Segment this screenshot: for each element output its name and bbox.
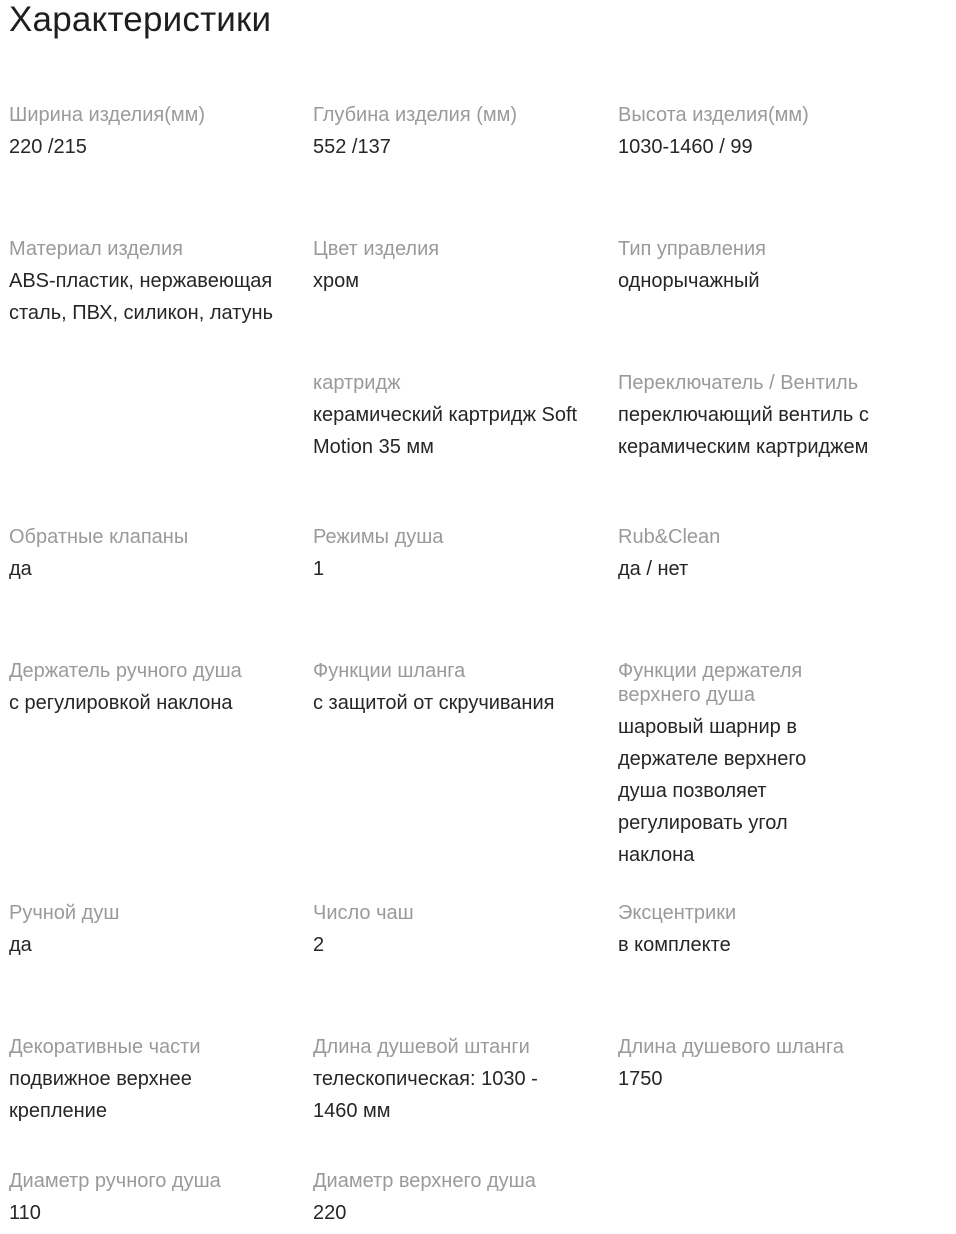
spec-label: Тип управления [618,238,766,260]
spec-depth [313,103,603,163]
spec-switch-valve [618,371,893,463]
spec-label: Эксцентрики [618,902,737,924]
spec-eccentrics [618,901,918,961]
spec-value: да / нет [618,558,689,580]
spec-value: хром [313,270,359,292]
spec-label: Ширина изделия(мм) [9,104,206,126]
spec-value: 2 [313,934,325,956]
spec-shower-modes [313,525,603,585]
spec-value: керамический картридж Soft Motion 35 мм [313,404,578,458]
spec-value: 110 [9,1202,41,1224]
spec-value: в комплекте [618,934,731,956]
spec-label: Rub&Clean [618,526,721,548]
spec-bowl-count [313,901,603,961]
spec-label: Длина душевого шланга [618,1036,844,1058]
spec-label: Ручной душ [9,902,120,924]
spec-label: Материал изделия [9,238,183,260]
spec-color [313,237,603,297]
spec-value: да [9,934,32,956]
spec-material [9,237,289,329]
spec-label: Режимы душа [313,526,444,548]
spec-label: Держатель ручного душа [9,660,242,682]
spec-label: Цвет изделия [313,238,440,260]
spec-label: Декоративные части [9,1036,201,1058]
spec-value: шаровый шарнир в держателе верхнего душа позволяет регулировать угол наклона [618,716,807,866]
spec-label: картридж [313,372,401,394]
spec-value: 220 /215 [9,136,87,158]
spec-value: подвижное верхнее крепление [9,1068,192,1122]
spec-value: однорычажный [618,270,760,292]
spec-value: с регулировкой наклона [9,692,233,714]
spec-overhead-shower-diameter [313,1169,603,1229]
spec-cartridge [313,371,583,463]
spec-value: 1 [313,558,325,580]
spec-hand-shower-diameter [9,1169,299,1229]
spec-label: Функции держателя верхнего душа [618,660,803,706]
page-title: Характеристики [9,0,272,39]
spec-hand-shower-holder [9,659,299,719]
spec-label: Диаметр верхнего душа [313,1170,536,1192]
spec-value: с защитой от скручивания [313,692,555,714]
spec-check-valves [9,525,299,585]
spec-value: да [9,558,32,580]
spec-hose-functions [313,659,603,719]
spec-value: 1750 [618,1068,663,1090]
spec-width [9,103,299,163]
spec-hose-length [618,1035,918,1095]
spec-label: Высота изделия(мм) [618,104,809,126]
spec-label: Диаметр ручного душа [9,1170,221,1192]
spec-hand-shower [9,901,299,961]
spec-value: 552 /137 [313,136,391,158]
spec-overhead-holder-functions [618,659,833,871]
spec-label: Число чаш [313,902,414,924]
spec-value: телескопическая: 1030 - 1460 мм [313,1068,538,1122]
spec-rub-clean [618,525,918,585]
spec-value: переключающий вентиль с керамическим картриджем [618,404,869,458]
spec-label: Длина душевой штанги [313,1036,530,1058]
spec-label: Переключатель / Вентиль [618,372,859,394]
spec-control-type [618,237,918,297]
spec-decorative-parts [9,1035,249,1127]
spec-label: Функции шланга [313,660,466,682]
spec-value: 1030-1460 / 99 [618,136,753,158]
spec-value: ABS-пластик, нержавеющая сталь, ПВХ, силикон, латунь [9,270,274,324]
spec-label: Обратные клапаны [9,526,189,548]
spec-value: 220 [313,1202,347,1224]
spec-label: Глубина изделия (мм) [313,104,518,126]
spec-height [618,103,918,163]
spec-rail-length [313,1035,578,1127]
